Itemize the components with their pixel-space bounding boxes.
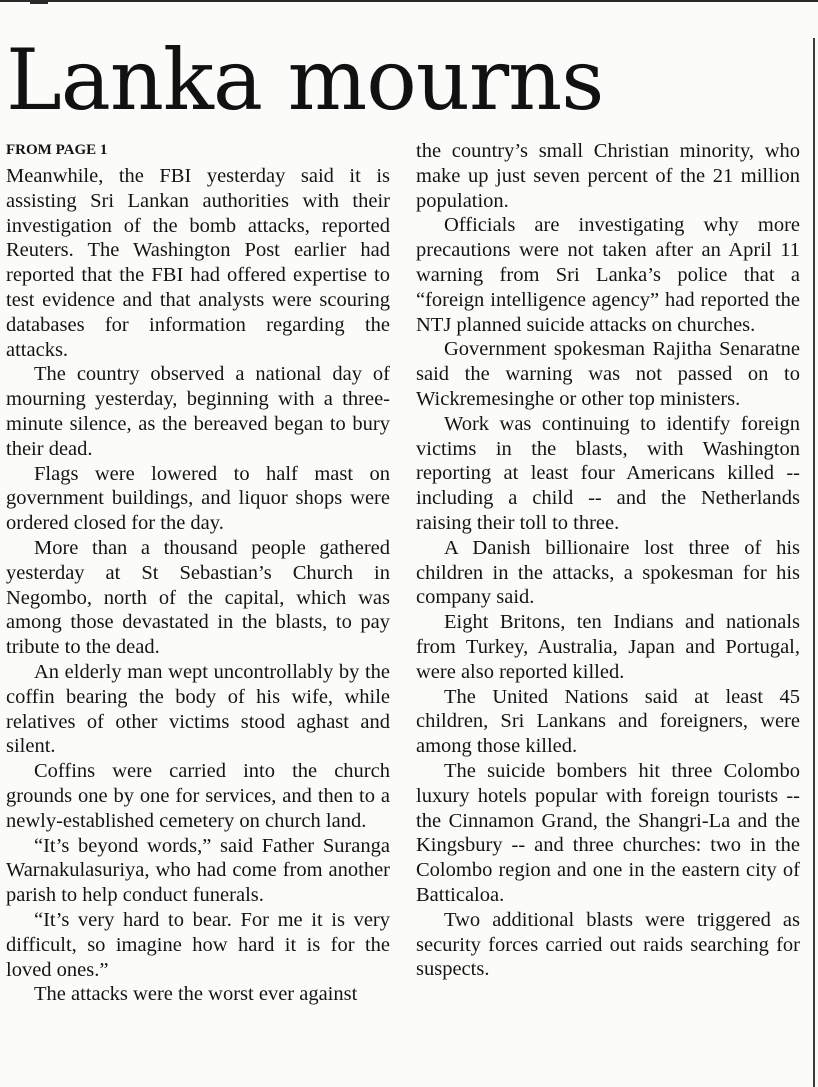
- paragraph: An elderly man wept uncontrollably by the coffin bearing the body of his wife, while relatives of other victims stood aghast and silent.: [6, 660, 390, 758]
- paragraph: Meanwhile, the FBI yesterday said it is assisting Sri Lankan authorities with their investigation of the bomb attacks, reported Reuters. The Washington Post earlier had reported that the FBI had offered expertise to test evidence and that analysts were scouring databases for information regarding the attacks.: [6, 165, 390, 361]
- paragraph: The country observed a national day of mourning yesterday, beginning with a three-minute silence, as the bereaved began to bury their dead.: [6, 363, 390, 460]
- headline: Lanka mourns: [6, 31, 604, 129]
- kicker: FROM PAGE 1: [6, 142, 108, 158]
- top-rule: [0, 0, 818, 2]
- column-rule: [813, 38, 815, 1087]
- paragraph: Officials are investigating why more precautions were not taken after an April 11 warning from Sri Lanka’s police that a “foreign intelligence agency” had reported the NTJ planned suicide attacks on churches.: [416, 214, 800, 336]
- paragraph: More than a thousand people gathered yesterday at St Sebastian’s Church in Negombo, north of the capital, which was among those devastated in the blasts, to pay tribute to the dead.: [6, 536, 390, 659]
- paragraph: The United Nations said at least 45 children, Sri Lankans and foreigners, were among those killed.: [416, 685, 800, 758]
- paragraph: Flags were lowered to half mast on government buildings, and liquor shops were ordered closed for the day.: [6, 462, 390, 535]
- paragraph: The attacks were the worst ever against: [34, 983, 358, 1006]
- paragraph: A Danish billionaire lost three of his children in the attacks, a spokesman for his company said.: [416, 536, 800, 609]
- paragraph: the country’s small Christian minority, who make up just seven percent of the 21 million population.: [416, 140, 800, 212]
- paragraph: Coffins were carried into the church grounds one by one for services, and then to a newly-established cemetery on church land.: [6, 760, 390, 832]
- paragraph: Eight Britons, ten Indians and nationals from Turkey, Australia, Japan and Portugal, were also reported killed.: [416, 611, 800, 683]
- paragraph: Work was continuing to identify foreign victims in the blasts, with Washington reporting at least four Americans killed -- including a child -- and the Netherlands raising their toll to three.: [416, 412, 800, 534]
- paragraph: “It’s very hard to bear. For me it is very difficult, so imagine how hard it is for the loved ones.”: [6, 908, 390, 981]
- article-column-2: [416, 139, 800, 982]
- top-rule-mark: [30, 0, 48, 4]
- paragraph: “It’s beyond words,” said Father Suranga Warnakulasuriya, who had come from another parish to help conduct funerals.: [6, 834, 390, 907]
- paragraph: Two additional blasts were triggered as security forces carried out raids searching for suspects.: [416, 908, 800, 981]
- paragraph: The suicide bombers hit three Colombo luxury hotels popular with foreign tourists -- the Cinnamon Grand, the Shangri-La and the Kingsbury -- and three churches: two in the Colombo region and one in the eastern city of Batticaloa.: [416, 759, 800, 906]
- paragraph: Government spokesman Rajitha Senaratne said the warning was not passed on to Wickremesinghe or other top ministers.: [416, 338, 800, 410]
- article-column-1: [6, 164, 390, 1007]
